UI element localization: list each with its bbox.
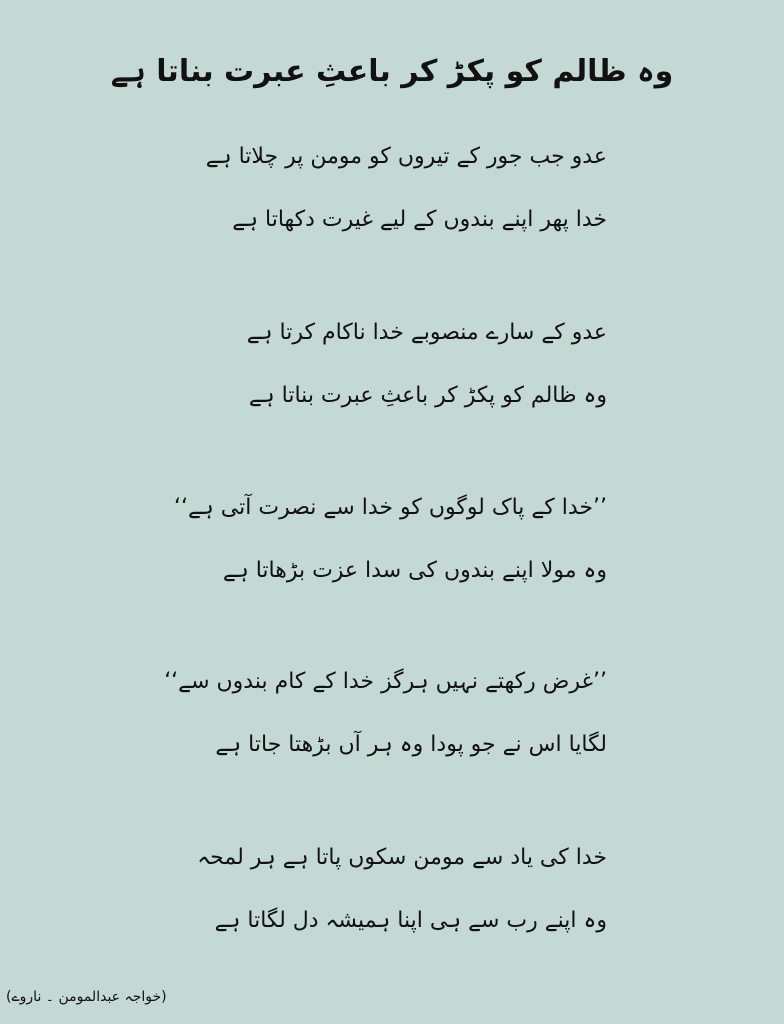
verse-line: وہ اپنے رب سے ہی اپنا ہمیشہ دل لگاتا ہے [214,908,607,933]
verse-line: لگایا اس نے جو پودا وہ ہر آں بڑھتا جاتا ہے [215,732,607,757]
stanza-3 [174,491,607,588]
verse-line: وہ مولا اپنے بندوں کی سدا عزت بڑھاتا ہے [222,558,607,583]
verse-line: ’’غرض رکھتے نہیں ہرگز خدا کے کام بندوں سے‘‘ [164,669,607,694]
stanza-1 [177,140,607,237]
stanza-5 [177,841,607,938]
poem-title: وہ ظالم کو پکڑ کر باعثِ عبرت بناتا ہے [110,54,674,90]
verse-line: خدا کی یاد سے مومن سکوں پاتا ہے ہر لمحہ [197,845,607,870]
verse-line: عدو جب جور کے تیروں کو مومن پر چلاتا ہے [205,144,607,169]
verse-line: عدو کے سارے منصوبے خدا ناکام کرتا ہے [246,320,607,345]
poet-attribution: (خواجہ عبدالمومن ۔ ناروے) [6,989,167,1005]
stanza-2 [177,316,607,413]
verse-line: خدا پھر اپنے بندوں کے لیے غیرت دکھاتا ہے [232,207,607,232]
verse-line: ’’خدا کے پاک لوگوں کو خدا سے نصرت آتی ہے‘‘ [174,495,607,520]
verse-line: وہ ظالم کو پکڑ کر باعثِ عبرت بناتا ہے [248,383,607,408]
stanza-4 [164,665,607,762]
